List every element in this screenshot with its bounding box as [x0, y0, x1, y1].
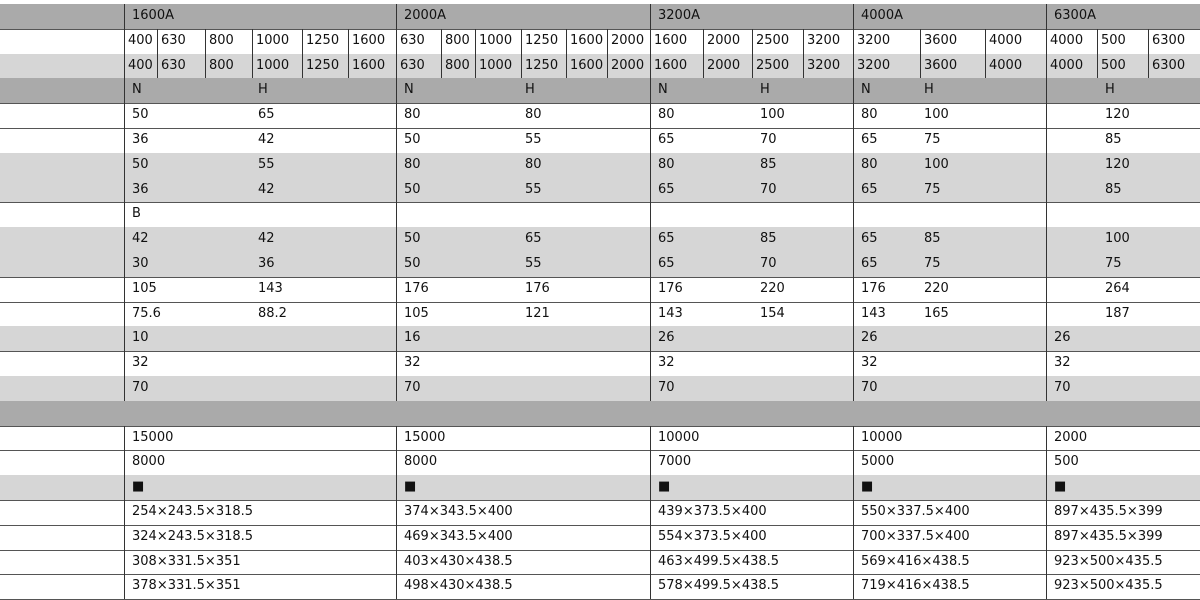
dimension-value: 463×499.5×438.5 [658, 553, 780, 569]
rating-value: 2000 [707, 32, 741, 48]
section-divider [1046, 426, 1047, 600]
value-cell: 55 [525, 181, 542, 197]
dimension-value: 700×337.5×400 [861, 528, 970, 544]
spec-value: ■ [404, 479, 417, 495]
value-cell: 42 [258, 132, 275, 147]
spec-value: 26 [658, 330, 675, 346]
dimension-value: 403×430×438.5 [404, 553, 513, 569]
spec-value: 7000 [658, 454, 692, 470]
rating-divider [302, 29, 303, 79]
value-cell: 220 [760, 280, 785, 296]
row-band [0, 277, 1200, 303]
value-cell: 75 [1105, 256, 1122, 271]
dimension-value: 550×337.5×400 [861, 504, 970, 519]
value-cell: 264 [1105, 280, 1130, 296]
type-label: N [658, 82, 668, 98]
rating-value: 4000 [989, 32, 1023, 48]
section-header: 3200A [658, 8, 700, 23]
row-band [0, 252, 1200, 278]
type-label: N [861, 82, 871, 98]
dimension-value: 254×243.5×318.5 [132, 504, 254, 519]
type-label: H [924, 82, 934, 98]
rating-value: 3200 [857, 57, 891, 73]
spec-value: 70 [861, 380, 878, 395]
spec-value: 2000 [1054, 429, 1088, 445]
value-cell: 176 [404, 280, 429, 296]
dimension-value: 578×499.5×438.5 [658, 578, 780, 594]
value-cell: 70 [760, 256, 777, 271]
section-divider [650, 426, 651, 600]
value-cell: 100 [924, 107, 949, 123]
type-label: H [525, 82, 535, 98]
rating-divider [521, 29, 522, 79]
row-band [0, 475, 1200, 501]
value-cell: 100 [924, 156, 949, 172]
value-cell: 80 [404, 156, 421, 172]
value-cell: 50 [404, 132, 421, 147]
rating-value: 400 [128, 57, 153, 73]
rating-value: 2000 [611, 32, 645, 48]
value-cell: 220 [924, 280, 949, 296]
row-band [0, 351, 1200, 377]
value-cell: 36 [258, 256, 275, 271]
value-cell: 176 [525, 280, 550, 296]
rating-value: 800 [209, 57, 234, 73]
rating-value: 500 [1101, 57, 1126, 73]
section-divider [1046, 4, 1047, 401]
dimension-value: 498×430×438.5 [404, 578, 513, 594]
spec-value: 10000 [861, 429, 903, 445]
rating-value: 1250 [306, 32, 340, 48]
rating-value: 1600 [570, 32, 604, 48]
spec-value: ■ [658, 479, 671, 495]
spec-value: 32 [132, 355, 149, 371]
rating-divider [1148, 29, 1149, 79]
row-band [0, 302, 1200, 328]
spec-value: 15000 [404, 429, 446, 445]
spec-value: ■ [1054, 479, 1067, 495]
rating-value: 400 [128, 32, 153, 48]
value-cell: 165 [924, 305, 949, 321]
value-cell: 50 [404, 181, 421, 197]
dimension-value: 923×500×435.5 [1054, 553, 1163, 569]
rating-value: 1600 [654, 32, 688, 48]
dimension-value: 923×500×435.5 [1054, 578, 1163, 594]
rating-value: 630 [161, 57, 186, 73]
rating-value: 1250 [525, 32, 559, 48]
value-cell: 105 [132, 280, 157, 296]
rating-value: 4000 [1050, 32, 1084, 48]
value-cell: 42 [132, 231, 149, 247]
value-cell: 143 [258, 280, 283, 296]
section-divider [396, 426, 397, 600]
value-cell: 154 [760, 305, 785, 321]
spec-value: 8000 [132, 454, 166, 470]
section-divider [396, 4, 397, 401]
value-cell: 65 [861, 231, 878, 247]
value-cell: 100 [1105, 231, 1130, 247]
spec-value: 32 [1054, 355, 1071, 371]
rating-value: 3600 [924, 32, 958, 48]
value-cell: 50 [404, 256, 421, 271]
value-cell: 80 [525, 107, 542, 123]
value-cell: 42 [258, 231, 275, 247]
value-cell: 80 [861, 107, 878, 123]
rating-value: 500 [1101, 32, 1126, 48]
section-header: 1600A [132, 8, 174, 23]
rating-divider [205, 29, 206, 79]
value-cell: 65 [861, 256, 878, 271]
row-band [0, 376, 1200, 402]
section-divider [124, 4, 125, 401]
value-cell: 85 [760, 231, 777, 247]
rating-divider [607, 29, 608, 79]
spec-value: 10 [132, 330, 149, 346]
section-header: 6300A [1054, 8, 1096, 23]
row-band [0, 202, 1200, 228]
value-cell: 85 [760, 156, 777, 172]
rating-value: 3200 [807, 57, 841, 73]
row-band [0, 178, 1200, 204]
spec-value: 16 [404, 330, 421, 346]
section-divider [853, 4, 854, 401]
value-cell: 50 [132, 156, 149, 172]
value-cell: 75.6 [132, 305, 161, 321]
rating-value: 1600 [570, 57, 604, 73]
spec-value: 32 [658, 355, 675, 371]
rating-value: 800 [209, 32, 234, 48]
value-cell: 42 [258, 181, 275, 197]
spec-value: 26 [861, 330, 878, 346]
value-cell: 65 [658, 181, 675, 197]
spec-value: 15000 [132, 429, 174, 445]
value-cell: 120 [1105, 156, 1130, 172]
value-cell: 55 [525, 256, 542, 271]
rating-divider [348, 29, 349, 79]
spec-value: 70 [658, 380, 675, 395]
spec-value: 32 [404, 355, 421, 371]
value-cell: 70 [760, 132, 777, 147]
rating-value: 3200 [857, 32, 891, 48]
row-band [0, 450, 1200, 476]
section-divider [124, 426, 125, 600]
rating-value: 3200 [807, 32, 841, 48]
value-cell: 36 [132, 132, 149, 147]
value-cell: 88.2 [258, 305, 287, 321]
value-cell: 85 [1105, 132, 1122, 147]
rating-divider [475, 29, 476, 79]
value-cell: 65 [658, 132, 675, 147]
row-band [0, 4, 1200, 30]
spec-value: 5000 [861, 454, 895, 470]
spec-value: 70 [404, 380, 421, 395]
row-band [0, 401, 1200, 427]
value-cell: 50 [404, 231, 421, 247]
rating-value: 4000 [1050, 57, 1084, 73]
rating-divider [920, 29, 921, 79]
value-cell: 65 [658, 231, 675, 247]
rating-divider [703, 29, 704, 79]
value-cell: 85 [1105, 181, 1122, 197]
rating-value: 6300 [1152, 57, 1186, 73]
rating-divider [752, 29, 753, 79]
value-cell: 55 [258, 156, 275, 172]
row-band [0, 128, 1200, 154]
dimension-value: 374×343.5×400 [404, 504, 513, 519]
section-header: 4000A [861, 8, 903, 23]
value-cell: 65 [658, 256, 675, 271]
type-label: N [132, 82, 142, 98]
section-divider [853, 426, 854, 600]
type-label: H [1105, 82, 1115, 98]
rating-value: 1250 [525, 57, 559, 73]
rating-value: 2500 [756, 32, 790, 48]
value-cell: 30 [132, 256, 149, 271]
row-band [0, 426, 1200, 452]
value-cell: B [132, 206, 141, 222]
value-cell: 65 [861, 181, 878, 197]
rating-value: 1600 [654, 57, 688, 73]
type-label: H [258, 82, 268, 98]
rating-divider [441, 29, 442, 79]
value-cell: 100 [760, 107, 785, 123]
value-cell: 176 [658, 280, 683, 296]
value-cell: 36 [132, 181, 149, 197]
dimension-value: 569×416×438.5 [861, 553, 970, 569]
value-cell: 143 [658, 305, 683, 321]
rating-value: 2000 [611, 57, 645, 73]
rating-value: 6300 [1152, 32, 1186, 48]
rating-value: 800 [445, 32, 470, 48]
value-cell: 65 [525, 231, 542, 247]
value-cell: 80 [525, 156, 542, 172]
rating-divider [566, 29, 567, 79]
section-divider [650, 4, 651, 401]
dimension-value: 719×416×438.5 [861, 578, 970, 594]
spec-value: 32 [861, 355, 878, 371]
section-header: 2000A [404, 8, 446, 23]
rating-value: 1000 [256, 57, 290, 73]
spec-value: 26 [1054, 330, 1071, 346]
rating-value: 1000 [479, 32, 513, 48]
dimension-value: 897×435.5×399 [1054, 504, 1163, 519]
rating-value: 3600 [924, 57, 958, 73]
value-cell: 187 [1105, 305, 1130, 321]
value-cell: 65 [861, 132, 878, 147]
dimension-value: 554×373.5×400 [658, 528, 767, 544]
dimension-value: 378×331.5×351 [132, 578, 241, 594]
rating-value: 2500 [756, 57, 790, 73]
spec-value: 70 [1054, 380, 1071, 395]
value-cell: 70 [760, 181, 777, 197]
value-cell: 80 [658, 107, 675, 123]
value-cell: 85 [924, 231, 941, 247]
dimension-value: 439×373.5×400 [658, 504, 767, 519]
value-cell: 121 [525, 305, 550, 321]
spec-value: 10000 [658, 429, 700, 445]
rating-value: 4000 [989, 57, 1023, 73]
type-label: N [404, 82, 414, 98]
spec-value: ■ [132, 479, 145, 495]
spec-value: 70 [132, 380, 149, 395]
value-cell: 80 [404, 107, 421, 123]
row-band [0, 153, 1200, 179]
rating-value: 1600 [352, 57, 386, 73]
spec-value: 500 [1054, 454, 1079, 470]
rating-value: 1600 [352, 32, 386, 48]
rating-value: 630 [161, 32, 186, 48]
value-cell: 120 [1105, 107, 1130, 123]
rating-divider [1097, 29, 1098, 79]
spec-value: 8000 [404, 454, 438, 470]
dimension-value: 469×343.5×400 [404, 528, 513, 544]
row-band [0, 227, 1200, 253]
rating-value: 2000 [707, 57, 741, 73]
row-band [0, 326, 1200, 352]
value-cell: 80 [861, 156, 878, 172]
dimension-value: 324×243.5×318.5 [132, 528, 254, 544]
rating-value: 630 [400, 32, 425, 48]
value-cell: 65 [258, 107, 275, 123]
value-cell: 75 [924, 181, 941, 197]
value-cell: 75 [924, 132, 941, 147]
rating-value: 1000 [479, 57, 513, 73]
dimension-value: 308×331.5×351 [132, 553, 241, 569]
rating-divider [157, 29, 158, 79]
value-cell: 105 [404, 305, 429, 321]
rating-value: 800 [445, 57, 470, 73]
rating-divider [803, 29, 804, 79]
type-label: H [760, 82, 770, 98]
value-cell: 143 [861, 305, 886, 321]
rating-value: 1250 [306, 57, 340, 73]
rating-divider [252, 29, 253, 79]
spec-value: ■ [861, 479, 874, 495]
rating-divider [985, 29, 986, 79]
dimension-value: 897×435.5×399 [1054, 528, 1163, 544]
value-cell: 75 [924, 256, 941, 271]
value-cell: 55 [525, 132, 542, 147]
rating-value: 1000 [256, 32, 290, 48]
value-cell: 80 [658, 156, 675, 172]
row-band [0, 103, 1200, 129]
rating-value: 630 [400, 57, 425, 73]
value-cell: 50 [132, 107, 149, 123]
value-cell: 176 [861, 280, 886, 296]
row-band [0, 78, 1200, 104]
